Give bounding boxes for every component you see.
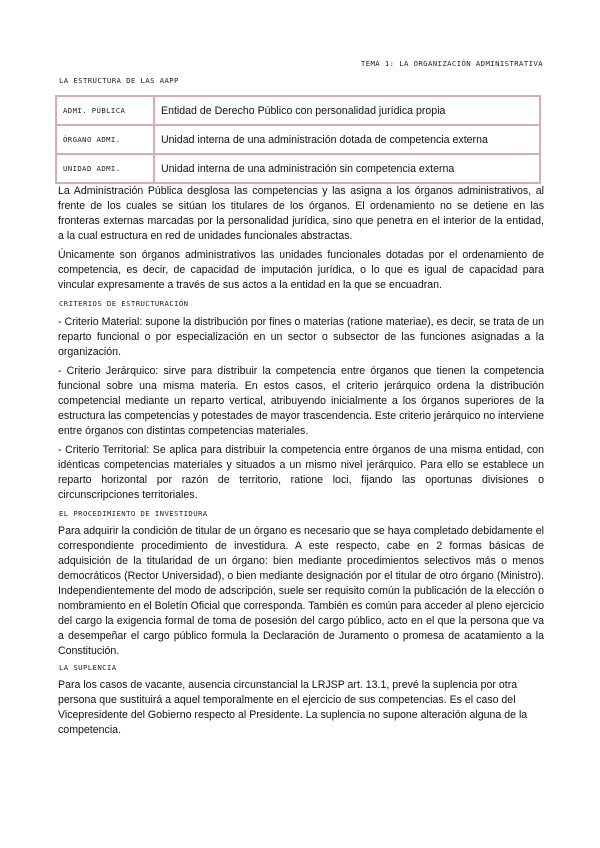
section-heading-criterios: CRITERIOS DE ESTRUCTURACIÓN [59,299,189,308]
definition-text: Unidad interna de una administración sin competencia externa [154,154,540,183]
definition-term: ADMI. PÚBLICA [56,96,154,125]
paragraph-investidura: Para adquirir la condición de titular de un órgano es necesario que se haya completado debidamente el correspondiente procedimiento de investidura. A este respecto, cabe en 2 formas básicas de adquisición de la titularidad de un órgano: bien mediante procedimientos selectivos más o menos democráticos (Rector Universidad), o bien mediante designación por el titular de otro órgano (Ministro). Independientemente del modo de adscripción, suele ser requisito común la publicación de la elección o nombramiento en el Boletín Oficial que corresponda. También es común para acceder al pleno ejercicio del cargo la exigencia formal de toma de posesión del cargo público, acto en el que la persona que va a desempeñar el cargo público formula la Declaración de Juramento o promesa de acatamiento a la Constitución. [58,525,544,657]
table-row [56,96,540,125]
definition-text: Unidad interna de una administración dotada de competencia externa [154,125,540,154]
definition-term: ÓRGANO ADMI. [56,125,154,154]
section-heading-investidura: EL PROCEDIMIENTO DE INVESTIDURA [59,509,208,518]
paragraph-criterio-territorial: - Criterio Territorial: Se aplica para distribuir la competencia entre órganos de una misma entidad, con idénticas competencias materiales y situados a un mismo nivel jerárquico. Para ello se establece un reparto horizontal por razón de territorio, ratione loci, fijando las oportunas divisiones o circunscripciones territoriales. [58,444,544,501]
definitions-table [55,95,541,184]
section-heading-suplencia: LA SUPLENCIA [59,663,117,672]
page-header: TEMA 1: LA ORGANIZACIÓN ADMINISTRATIVA [360,59,543,68]
paragraph-intro: La Administración Pública desglosa las competencias y las asigna a los órganos administrativos, al frente de los cuales se sitúan los titulares de los órganos. El ordenamiento no se detiene en las fronteras externas marcadas por la personalidad jurídica, sino que penetra en el interior de la entidad, a la cual estructura en red de unidades funcionales abstractas. [58,185,544,242]
definition-text: Entidad de Derecho Público con personalidad jurídica propia [154,96,540,125]
table-row [56,125,540,154]
paragraph-criterio-material: - Criterio Material: supone la distribución por fines o materias (ratione materiae), es decir, se trata de un reparto funcional o por especialización en un sector o subsector de las funciones asignadas a la organización. [58,316,544,358]
paragraph-criterio-jerarquico: - Criterio Jerárquico: sirve para distribuir la competencia entre órganos que tienen la competencia funcional sobre una misma materia. En estos casos, el criterio jerárquico ordena la distribución competencial mediante un reparto vertical, atribuyendo inicialmente a los órganos superiores de la estructura las competencias y potestades de mayor trascendencia. Este criterio jerárquico no interviene entre órganos con distintas competencias materiales. [58,365,544,437]
table-row [56,154,540,183]
paragraph-organos: Únicamente son órganos administrativos las unidades funcionales dotadas por el ordenamiento de competencia, es decir, de capacidad de imputación jurídica, o lo que es igual de capacidad para vincular expresamente a través de sus actos a la entidad en la que se encuadran. [58,249,544,291]
section-heading-estructura: LA ESTRUCTURA DE LAS AAPP [59,76,179,85]
paragraph-suplencia: Para los casos de vacante, ausencia circunstancial la LRJSP art. 13.1, prevé la suplencia por otra persona que sustituirá a aquel temporalmente en el ejercicio de sus competencias. Es el caso del Vicepresidente del Gobierno respecto al Presidente. La suplencia no supone alteración alguna de la competencia. [58,679,528,736]
definition-term: UNIDAD ADMI. [56,154,154,183]
